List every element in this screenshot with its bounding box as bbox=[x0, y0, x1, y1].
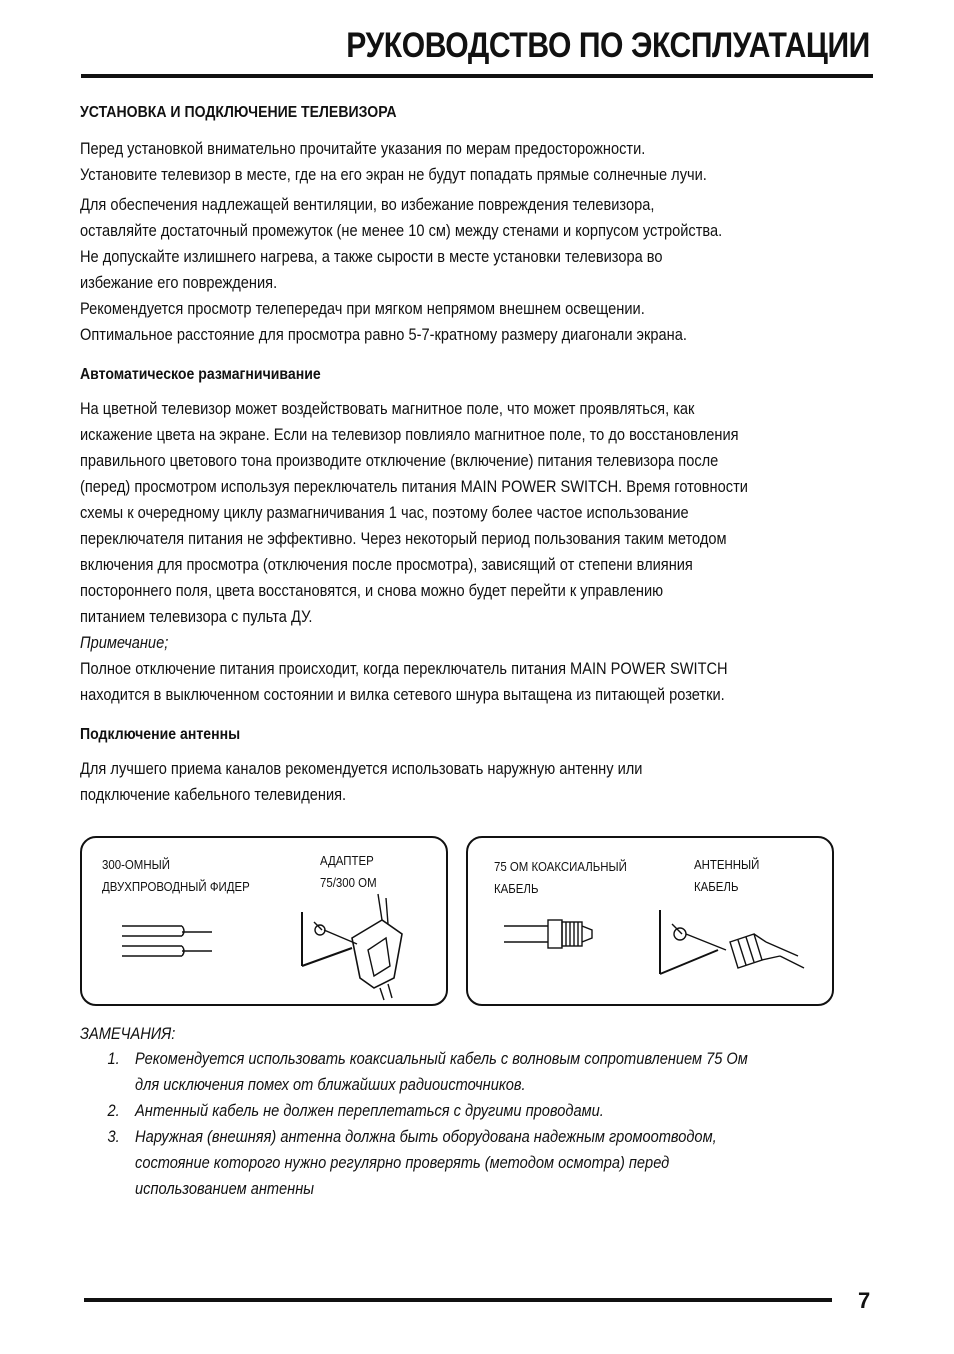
coax-label: 75 ОМ КОАКСИАЛЬНЫЙ КАБЕЛЬ bbox=[494, 859, 627, 896]
coax-diagram-panel bbox=[466, 836, 834, 1006]
title-divider bbox=[81, 74, 873, 78]
text-line: подключение кабельного телевидения. bbox=[80, 785, 347, 804]
text-line: оставляйте достаточный промежуток (не менее 10 см) между стенами и корпусом устройства. bbox=[80, 221, 723, 240]
notes-title: ЗАМЕЧАНИЯ: bbox=[80, 1024, 176, 1043]
antenna-paragraph bbox=[80, 756, 821, 808]
note-number: 1. bbox=[107, 1049, 120, 1068]
coax-connection-illustration bbox=[468, 838, 832, 1004]
main-content bbox=[80, 104, 820, 812]
section-heading-degauss: Автоматическое размагничивание bbox=[80, 366, 321, 383]
feeder-diagram-panel bbox=[80, 836, 448, 1006]
text-line: избежание его повреждения. bbox=[80, 273, 278, 292]
text-line: Оптимальное расстояние для просмотра равно 5-7-кратному размеру диагонали экрана. bbox=[80, 325, 687, 344]
feeder-adapter-illustration bbox=[82, 838, 446, 1004]
note-number: 3. bbox=[107, 1127, 120, 1146]
text-line: (перед) просмотром используя переключатель питания MAIN POWER SWITCH. Время готовности bbox=[80, 477, 748, 496]
text-line: На цветной телевизор может воздействовать магнитное поле, что может проявляться, как bbox=[80, 399, 695, 418]
note-number: 2. bbox=[107, 1101, 120, 1120]
adapter-label: АДАПТЕР 75/300 ОМ bbox=[320, 853, 377, 890]
note-item bbox=[80, 1098, 828, 1124]
page-title: РУКОВОДСТВО ПО ЭКСПЛУАТАЦИИ bbox=[346, 26, 870, 65]
feeder-label: 300-ОМНЫЙ ДВУХПРОВОДНЫЙ ФИДЕР bbox=[102, 857, 250, 894]
text-line: правильного цветового тона производите отключение (включение) питания телевизора после bbox=[80, 451, 719, 470]
text-line: схемы к очередному циклу размагничивания 1 час, поэтому более частое использование bbox=[80, 503, 689, 522]
text-line: Рекомендуется просмотр телепередач при мягком непрямом внешнем освещении. bbox=[80, 299, 645, 318]
text-line: Перед установкой внимательно прочитайте указания по мерам предосторожности. bbox=[80, 139, 646, 158]
antenna-diagram bbox=[80, 836, 834, 1006]
page-number: 7 bbox=[858, 1288, 871, 1313]
note-line: использованием антенны bbox=[135, 1179, 315, 1198]
section-heading-antenna: Подключение антенны bbox=[80, 726, 241, 743]
text-line: искажение цвета на экране. Если на телевизор повлияло магнитное поле, то до восстановления bbox=[80, 425, 739, 444]
note-item bbox=[80, 1124, 828, 1202]
note-label: Примечание; bbox=[80, 633, 169, 652]
text-line: Для обеспечения надлежащей вентиляции, во избежание повреждения телевизора, bbox=[80, 195, 655, 214]
note-line: Антенный кабель не должен переплетаться с другими проводами. bbox=[135, 1101, 604, 1120]
section-heading-install: УСТАНОВКА И ПОДКЛЮЧЕНИЕ ТЕЛЕВИЗОРА bbox=[80, 104, 397, 121]
text-line: постороннего поля, цвета восстановятся, и снова можно будет перейти к управлению bbox=[80, 581, 664, 600]
text-line: находится в выключенном состоянии и вилка сетевого шнура вытащена из питающей розетки. bbox=[80, 685, 725, 704]
note-line: состояние которого нужно регулярно проверять (методом осмотра) перед bbox=[135, 1153, 670, 1172]
degauss-paragraph bbox=[80, 396, 821, 708]
note-line: для исключения помех от ближайших радиоисточников. bbox=[135, 1075, 526, 1094]
notes-section bbox=[80, 1024, 840, 1202]
install-paragraph-2 bbox=[80, 192, 821, 348]
footer-divider bbox=[84, 1298, 832, 1302]
text-line: включения для просмотра (отключения после просмотра), зависящий от степени влияния bbox=[80, 555, 693, 574]
text-line: Не допускайте излишнего нагрева, а также сырости в месте установки телевизора во bbox=[80, 247, 663, 266]
note-line: Наружная (внешняя) антенна должна быть оборудована надежным громоотводом, bbox=[135, 1127, 717, 1146]
text-line: Для лучшего приема каналов рекомендуется использовать наружную антенну или bbox=[80, 759, 643, 778]
text-line: питанием телевизора с пульта ДУ. bbox=[80, 607, 313, 626]
note-line: Рекомендуется использовать коаксиальный кабель с волновым сопротивлением 75 Ом bbox=[135, 1049, 748, 1068]
antenna-cable-label: АНТЕННЫЙ КАБЕЛЬ bbox=[694, 857, 760, 894]
text-line: переключателя питания не эффективно. Через некоторый период пользования таким методом bbox=[80, 529, 727, 548]
note-item bbox=[80, 1046, 828, 1098]
install-paragraph-1 bbox=[80, 136, 821, 188]
text-line: Полное отключение питания происходит, когда переключатель питания MAIN POWER SWITCH bbox=[80, 659, 728, 678]
text-line: Установите телевизор в месте, где на его экран не будут попадать прямые солнечные лучи. bbox=[80, 165, 707, 184]
